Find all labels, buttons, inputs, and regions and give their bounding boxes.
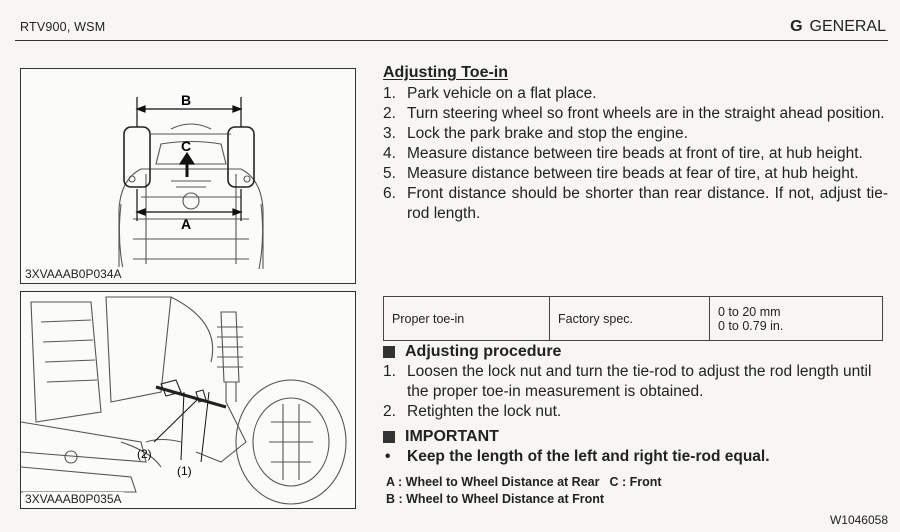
header-divider bbox=[15, 40, 888, 41]
legend-a: A : Wheel to Wheel Distance at Rear bbox=[386, 475, 600, 489]
step-number: 2. bbox=[383, 105, 396, 122]
bullet-dot: • bbox=[385, 448, 391, 465]
important-heading bbox=[383, 428, 499, 446]
step-number: 2. bbox=[383, 403, 396, 420]
step-item bbox=[383, 84, 888, 104]
dimension-label-b: B bbox=[181, 92, 192, 108]
step-text: Measure distance between tire beads at front of tire, at hub height. bbox=[407, 145, 863, 162]
section-name: GENERAL bbox=[809, 18, 886, 35]
step-item bbox=[383, 362, 888, 402]
step-item bbox=[383, 144, 888, 164]
spec-category-cell: Factory spec. bbox=[550, 297, 710, 341]
spec-table bbox=[383, 296, 883, 341]
step-text: Measure distance between tire beads at fear of tire, at hub height. bbox=[407, 165, 859, 182]
step-item bbox=[383, 104, 888, 124]
step-text: Retighten the lock nut. bbox=[407, 403, 562, 420]
step-text: Lock the park brake and stop the engine. bbox=[407, 125, 688, 142]
spec-item-cell: Proper toe-in bbox=[384, 297, 550, 341]
legend-b: B : Wheel to Wheel Distance at Front bbox=[386, 492, 605, 506]
toe-in-steps bbox=[383, 84, 888, 224]
figure-id: 3XVAAAB0P034A bbox=[25, 267, 122, 281]
step-text: Turn steering wheel so front wheels are in the straight ahead position. bbox=[407, 105, 885, 122]
document-id: W1046058 bbox=[829, 513, 888, 527]
toe-in-section bbox=[383, 64, 888, 224]
direction-label-c: C bbox=[181, 138, 192, 154]
square-bullet-icon bbox=[383, 431, 395, 443]
important-note bbox=[385, 448, 770, 466]
important-text: Keep the length of the left and right tie-rod equal. bbox=[407, 448, 770, 465]
square-bullet-icon bbox=[383, 346, 395, 358]
step-item bbox=[383, 402, 888, 422]
legend-row-2 bbox=[386, 492, 614, 506]
toe-in-diagram-drawing bbox=[21, 69, 356, 284]
callout-1: (1) bbox=[177, 464, 192, 478]
step-number: 4. bbox=[383, 145, 396, 162]
dimension-label-a: A bbox=[181, 216, 192, 232]
step-number: 1. bbox=[383, 85, 396, 102]
legend-c: C : Front bbox=[609, 475, 662, 489]
step-item bbox=[383, 164, 888, 184]
tie-rod-diagram-drawing bbox=[21, 292, 356, 509]
procedure-heading bbox=[383, 343, 561, 361]
step-number: 1. bbox=[383, 363, 396, 380]
table-row bbox=[384, 297, 883, 341]
step-text: Front distance should be shorter than rear distance. If not, adjust tie-rod length. bbox=[407, 185, 888, 222]
tie-rod-diagram-figure bbox=[20, 291, 356, 509]
toe-in-diagram-figure bbox=[20, 68, 356, 284]
callout-2: (2) bbox=[137, 447, 152, 461]
step-number: 6. bbox=[383, 185, 396, 202]
section-letter: G bbox=[790, 18, 803, 35]
step-number: 3. bbox=[383, 125, 396, 142]
step-item bbox=[383, 184, 888, 224]
section-header bbox=[790, 18, 886, 36]
important-title: IMPORTANT bbox=[405, 428, 499, 445]
figure-id: 3XVAAAB0P035A bbox=[25, 492, 122, 506]
spec-value-cell bbox=[710, 297, 883, 341]
step-text: Park vehicle on a flat place. bbox=[407, 85, 597, 102]
step-text: Loosen the lock nut and turn the tie-rod to adjust the rod length until the proper toe-in measurement is obtained. bbox=[407, 363, 872, 400]
step-item bbox=[383, 124, 888, 144]
section-title: Adjusting Toe-in bbox=[383, 64, 509, 81]
legend-row-1 bbox=[386, 475, 672, 489]
spec-value-mm: 0 to 20 mm bbox=[718, 304, 781, 319]
procedure-title: Adjusting procedure bbox=[405, 343, 562, 360]
step-number: 5. bbox=[383, 165, 396, 182]
procedure-steps bbox=[383, 362, 888, 422]
manual-model-header: RTV900, WSM bbox=[20, 20, 106, 34]
spec-value-in: 0 to 0.79 in. bbox=[718, 318, 784, 333]
